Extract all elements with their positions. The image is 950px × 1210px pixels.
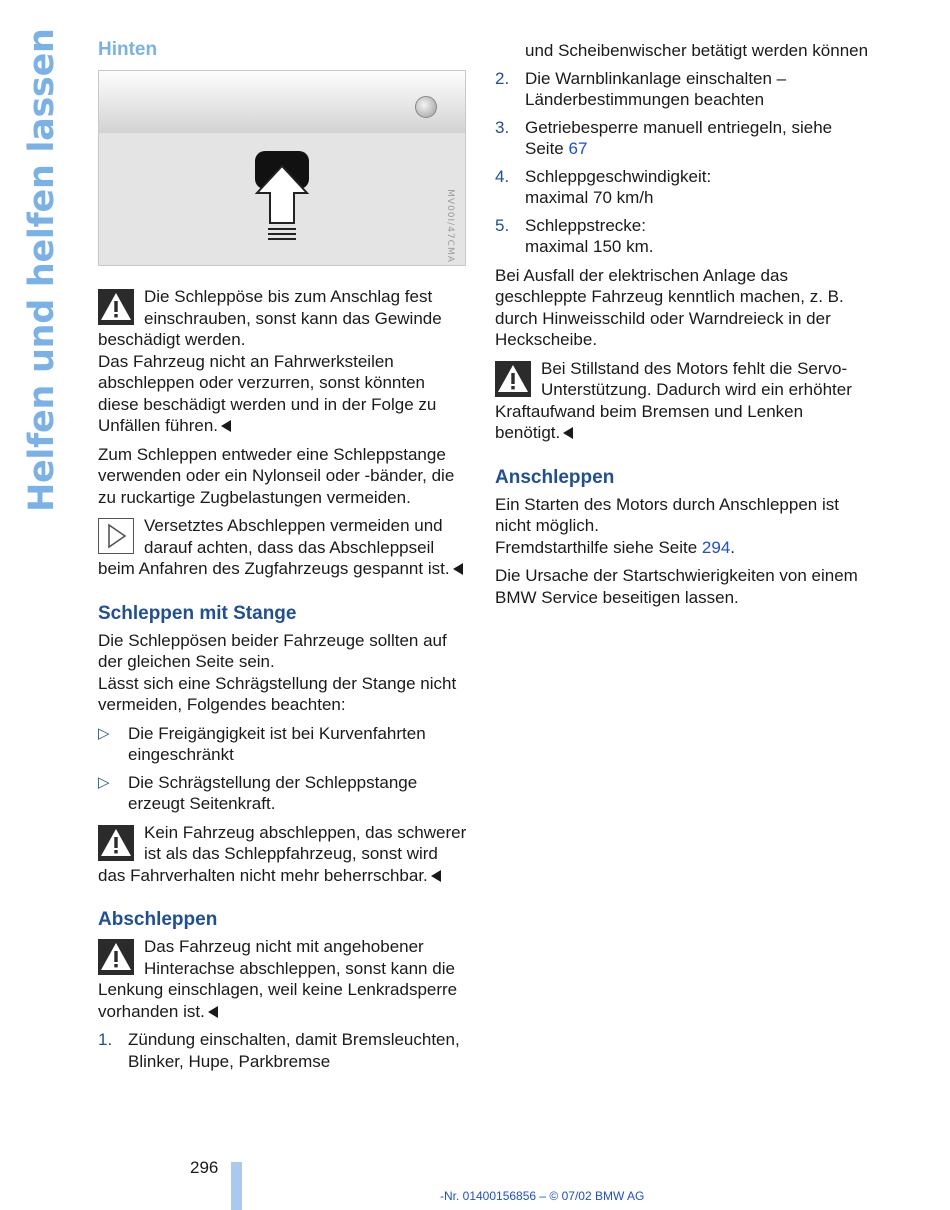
abschleppen-steps-left [98, 1029, 468, 1072]
anschleppen-text-1: Ein Starten des Motors durch Anschleppen ist nicht möglich. [495, 494, 839, 535]
page-link-294[interactable]: 294 [701, 537, 731, 557]
warning-icon [98, 825, 134, 861]
warning-note-3 [98, 936, 468, 1022]
hint-note [98, 515, 468, 580]
warning-3-text: Das Fahrzeug nicht mit angehobener Hinterachse abschleppen, sonst kann die Lenkung einschlagen, weil keine Lenkradsperre vorhanden ist. [98, 937, 458, 1021]
list-item: 4. Schleppgeschwindigkeit: maximal 70 km/h [495, 166, 712, 207]
heading-schleppen-mit-stange: Schleppen mit Stange [98, 602, 297, 624]
warning-note-2 [98, 822, 468, 887]
hint-arrow-icon [98, 518, 134, 554]
warning-2-text: Kein Fahrzeug abschleppen, das schwerer ist als das Schleppfahrzeug, sonst wird das Fahrverhalten nicht mehr beherrschbar. [98, 822, 467, 885]
paragraph-tow-method: Zum Schleppen entweder eine Schleppstange verwenden oder ein Nylonseil oder -bänder, die zu ruckartige Zugbelastungen vermeiden. [98, 444, 455, 507]
page-link-67[interactable]: 67 [568, 139, 588, 158]
left-column [98, 38, 468, 1079]
end-mark-icon [221, 420, 231, 432]
right-column [495, 40, 870, 615]
anschleppen-text-2: Fremdstarthilfe siehe Seite 294. [495, 537, 736, 557]
end-mark-icon [208, 1006, 218, 1018]
end-mark-icon [431, 870, 441, 882]
warning-1-text-2: Das Fahrzeug nicht an Fahrwerksteilen abschleppen oder verzurren, sonst könnten diese beschädigt werden und in der Folge zu Unfällen führen. [98, 351, 437, 435]
list-item: 1. Zündung einschalten, damit Bremsleuchten, Blinker, Hupe, Parkbremse [98, 1030, 460, 1071]
page-marker-bar [231, 1162, 242, 1210]
abschleppen-steps-right [495, 40, 870, 258]
side-section-title: Helfen und helfen lassen [22, 28, 62, 512]
figure-code: MV00I/47CMA [445, 189, 456, 263]
warning-icon [98, 289, 134, 325]
warning-note-4 [495, 358, 870, 444]
warning-note-1 [98, 286, 468, 437]
triangle-bullet-icon: ▷ [98, 724, 110, 742]
list-item: ▷ Die Schrägstellung der Schleppstange erzeugt Seitenkraft. [98, 772, 418, 813]
warning-4-text: Bei Stillstand des Motors fehlt die Servo-Unterstützung. Dadurch wird ein erhöhter Kraftaufwand beim Bremsen und Lenken benötigt. [495, 358, 852, 442]
list-item: ▷ Die Freigängigkeit ist bei Kurvenfahrten eingeschränkt [98, 723, 426, 764]
warning-icon [98, 939, 134, 975]
stange-bullet-list [98, 723, 468, 815]
triangle-bullet-icon: ▷ [98, 773, 110, 791]
warning-1-text: Die Schleppöse bis zum Anschlag fest einschrauben, sonst kann das Gewinde beschädigt werden. [98, 287, 442, 349]
heading-abschleppen: Abschleppen [98, 909, 218, 930]
heading-anschleppen: Anschleppen [495, 466, 615, 488]
page-number: 296 [190, 1158, 219, 1177]
paragraph-electric-failure: Bei Ausfall der elektrischen Anlage das geschleppte Fahrzeug kenntlich machen, z. B. durch Hinweisschild oder Warndreieck in der Heckscheibe. [495, 265, 844, 349]
list-item: 5. Schleppstrecke: maximal 150 km. [495, 215, 654, 256]
warning-icon [495, 361, 531, 397]
heading-hinten: Hinten [98, 39, 158, 60]
list-item: 2. Die Warnblinkanlage einschalten – Länderbestimmungen beachten [495, 68, 787, 109]
hint-text: Versetztes Abschleppen vermeiden und darauf achten, dass das Abschleppseil beim Anfahren des Zugfahrzeugs gespannt ist. [98, 516, 450, 578]
end-mark-icon [453, 563, 463, 575]
stange-text-1: Die Schleppösen beider Fahrzeuge sollten auf der gleichen Seite sein. [98, 630, 447, 671]
list-item: und Scheibenwischer betätigt werden können [525, 41, 869, 60]
end-mark-icon [563, 427, 573, 439]
tow-eye-arrow-illustration [99, 71, 465, 265]
list-item: 3. Getriebesperre manuell entriegeln, siehe Seite 67 [495, 117, 833, 158]
tow-eye-figure [98, 70, 466, 266]
stange-text-2: Lässt sich eine Schrägstellung der Stange nicht vermeiden, Folgendes beachten: [98, 673, 457, 714]
anschleppen-text-3: Die Ursache der Startschwierigkeiten von einem BMW Service beseitigen lassen. [495, 566, 858, 607]
copyright-line: -Nr. 01400156856 – © 07/02 BMW AG [440, 1189, 645, 1203]
